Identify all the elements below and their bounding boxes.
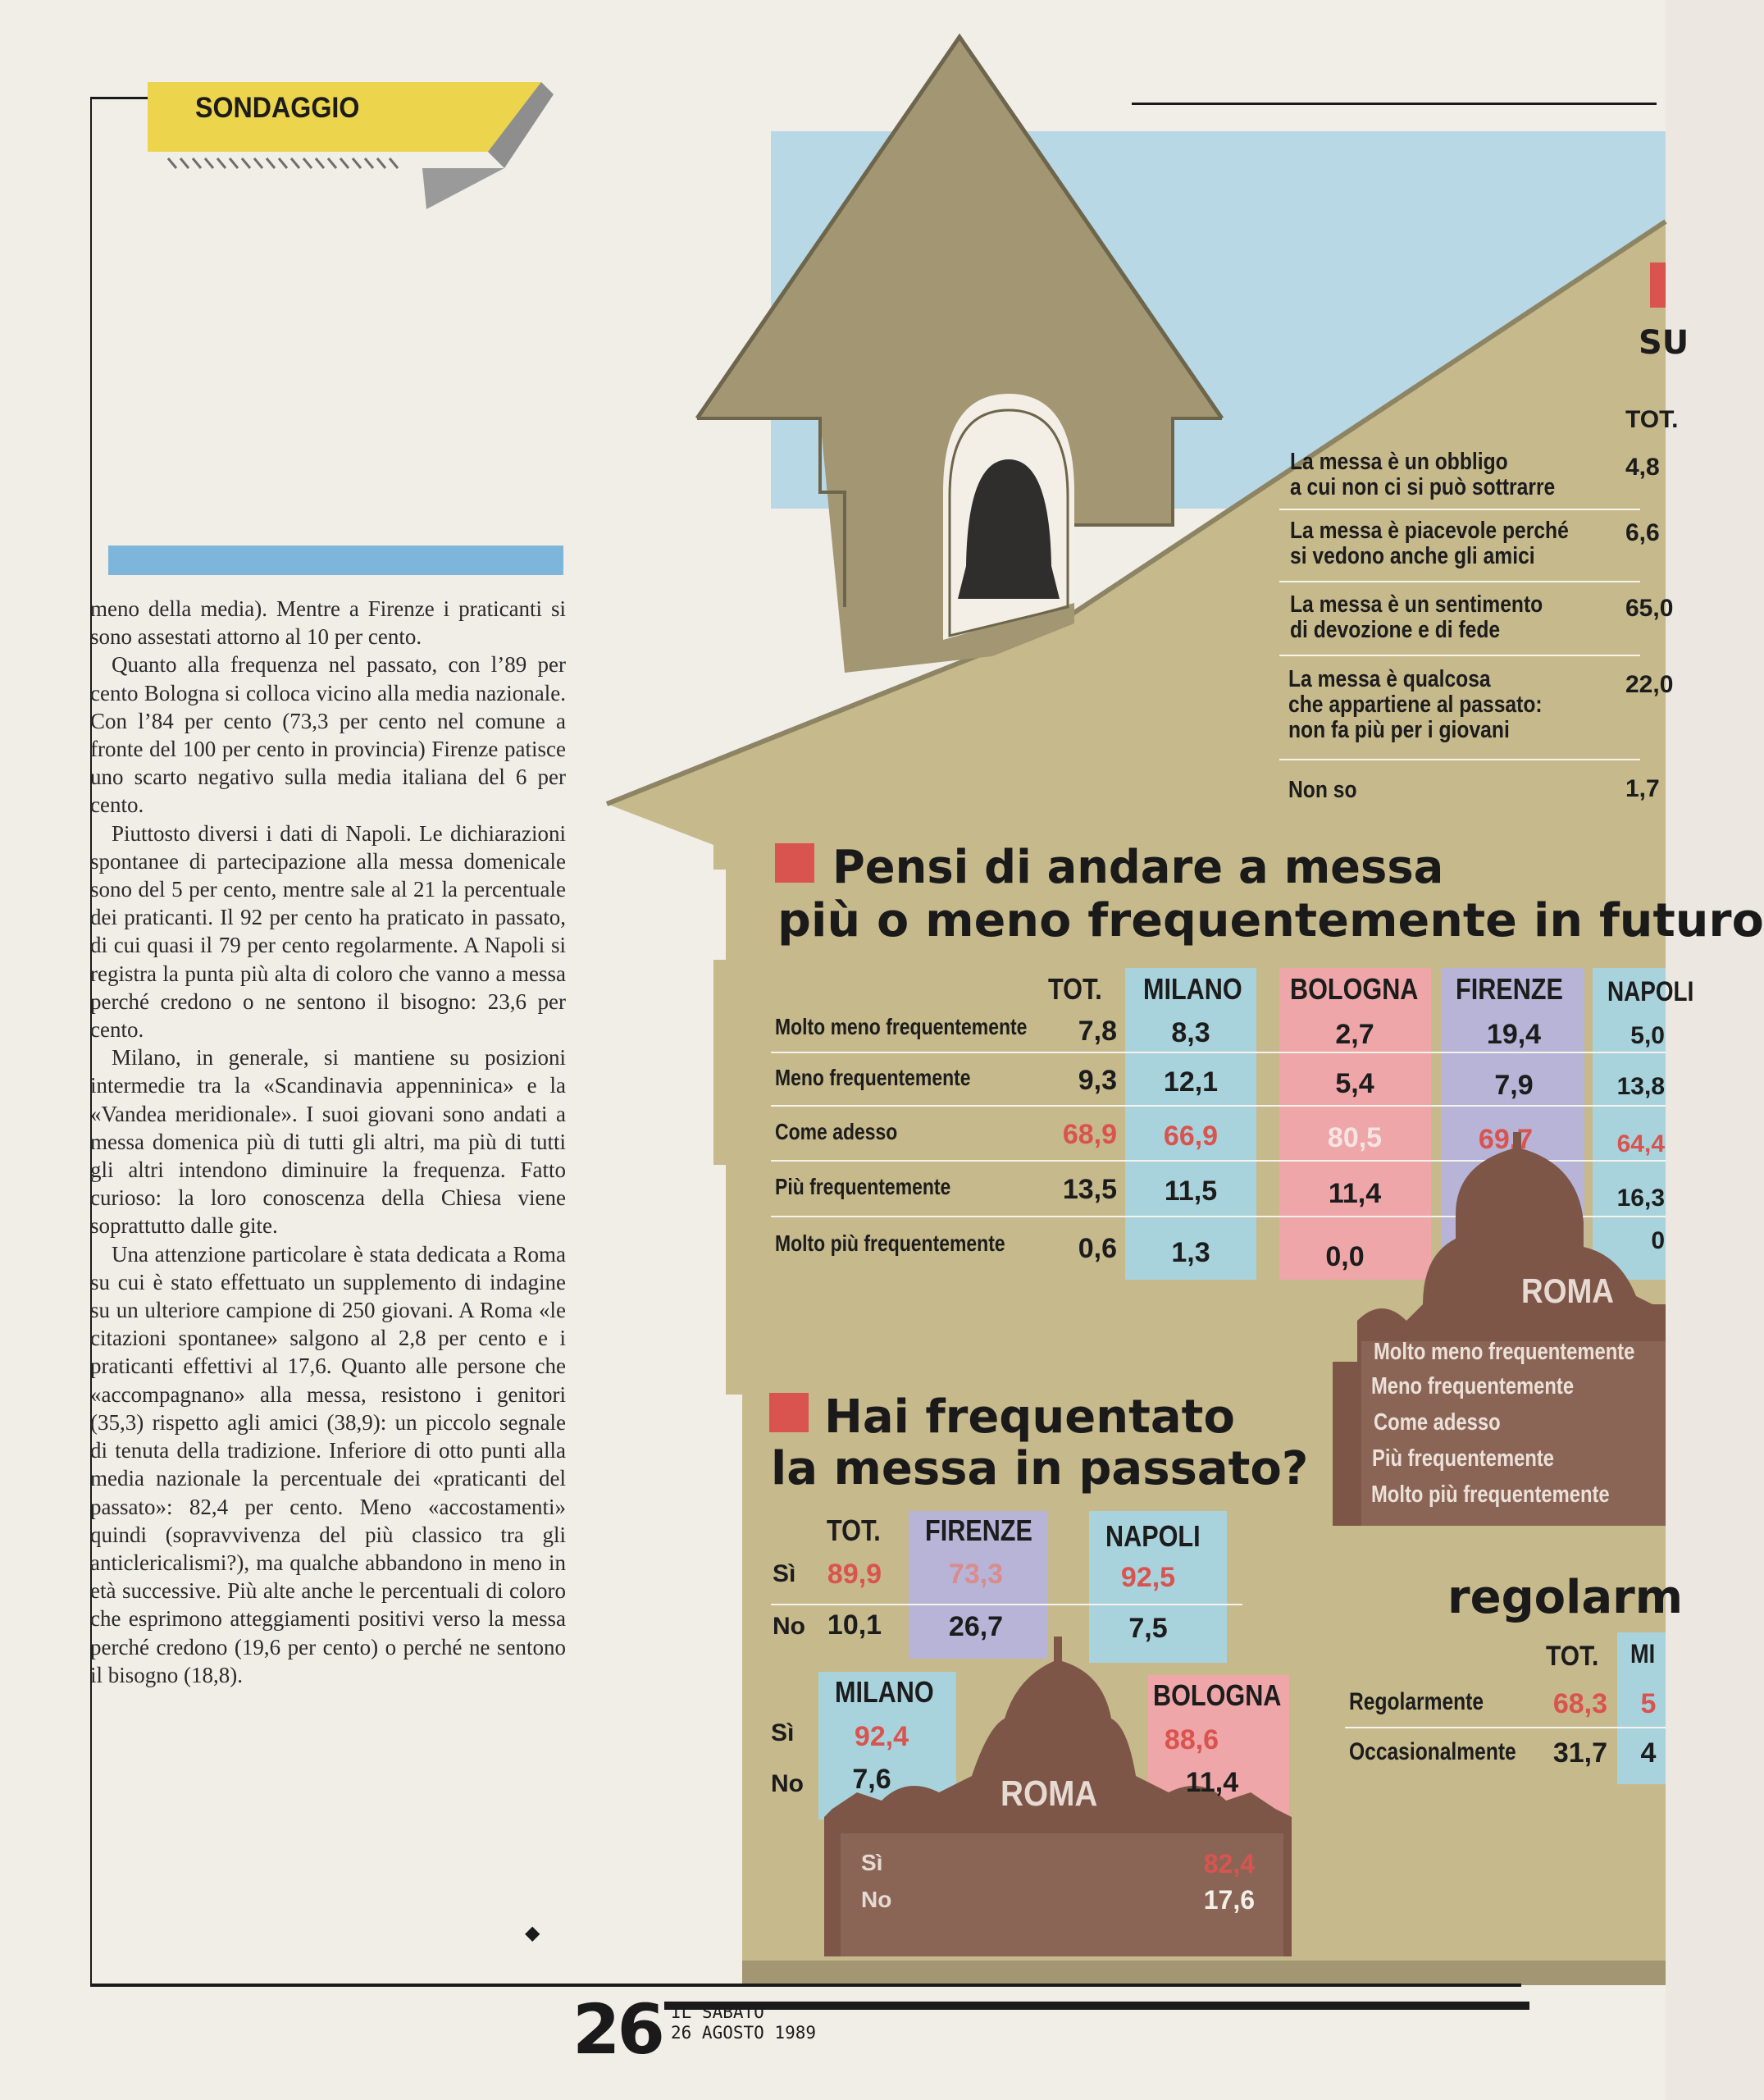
regular-partial-value: 4 (1640, 1737, 1657, 1769)
side-title-marker (1650, 262, 1666, 308)
past-napoli-value: 7,5 (1128, 1613, 1168, 1644)
past-tot-header: TOT. (827, 1513, 881, 1547)
future-col-header: MILANO (1143, 972, 1242, 1006)
future-napoli-value: 13,8 (1616, 1073, 1665, 1100)
past-napoli-header: NAPOLI (1105, 1519, 1201, 1553)
roma-future-row: Come adesso (1374, 1409, 1501, 1436)
future-bologna-value: 2,7 (1335, 1019, 1374, 1050)
future-row-divider (771, 1105, 1666, 1107)
future-firenze-value: 69,7 (1478, 1124, 1534, 1155)
regular-tot-header: TOT. (1546, 1641, 1599, 1672)
side-row-label: Non so (1288, 777, 1357, 803)
past-bologna-value: 88,6 (1164, 1724, 1219, 1755)
roma-future-row: Meno frequentemente (1371, 1373, 1575, 1399)
future-firenze-value: 19,4 (1486, 1019, 1542, 1050)
article-paragraph: Milano, in generale, si mantiene su posizioni intermedie tra la «Scandinavia appenninica» e la «Vandea meridionale». I suoi giovani sono andati a messa domenica più di tutti gli altri, ma più di tutti gli altri intendono diminuire la frequenza. Fatto curioso: la loro conoscenza della Chiesa viene soprattutto dalle gite. (90, 1045, 566, 1239)
roma-past-value: 82,4 (1203, 1849, 1255, 1879)
roma-label-future: ROMA (1521, 1271, 1614, 1310)
regular-row-divider (1345, 1727, 1666, 1728)
regular-value: 31,7 (1552, 1737, 1607, 1769)
past-tot-value: 89,9 (827, 1559, 882, 1590)
future-tot-value: 13,5 (1062, 1174, 1117, 1205)
side-divider (1279, 581, 1640, 582)
roma-future-row: Molto più frequentemente (1371, 1481, 1610, 1508)
future-tot-value: 9,3 (1078, 1065, 1117, 1096)
future-napoli-value: 5,0 (1630, 1022, 1665, 1049)
future-bologna-value: 11,4 (1328, 1178, 1382, 1209)
magazine-name: IL SABATO (671, 2002, 764, 2022)
past-si-label: Sì (773, 1560, 796, 1587)
side-row-label: La messa è un obbligo a cui non ci si può sottrarre (1290, 449, 1556, 500)
future-col-header: NAPOLI (1607, 976, 1694, 1007)
future-bologna-value: 0,0 (1325, 1241, 1365, 1272)
regular-row-label: Regolarmente (1349, 1688, 1484, 1715)
side-divider (1279, 759, 1640, 760)
article-paragraph: Una attenzione particolare è stata dedicata a Roma su cui è stato effettuato un supplemento di indagine su un ulteriore campione di 250 giovani. A Roma «le citazioni spontanee» salgono al 2,8 per cento e i praticanti effettivi al 17,6. Quanto alle persone che «accompagnano» alla messa, resistono i genitori (35,3) rispetto agli amici (38,9): un piccolo segnale di tenuta della tradizione. Inferiore di otto punti alla media nazionale la percentuale dei «praticanti del passato»: 82,4 per cento. Meno «accostamenti» quindi (sopravvivenza del più classico tra gli anticlericalismi?), ma qualche abbandono in meno in età successive. Più alte anche le percentuali di coloro che esprimono atteggiamenti positivi verso la messa perché credono (19,6 per cento) o perché ne sentono il bisogno (18,8). (90, 1241, 566, 1687)
past-napoli-value: 92,5 (1120, 1562, 1176, 1593)
future-milano-value: 66,9 (1163, 1121, 1219, 1152)
past-bologna-value: 11,4 (1185, 1767, 1239, 1798)
roma-past-no: No (861, 1887, 892, 1912)
past-row-divider (771, 1604, 1242, 1605)
future-napoli-value: 0 (1651, 1227, 1665, 1254)
future-title-marker (775, 843, 814, 883)
article-paragraph: meno della media). Mentre a Firenze i praticanti si sono assestati attorno al 10 per cento. (90, 596, 566, 650)
future-napoli-value: 16,3 (1616, 1185, 1665, 1212)
side-row-value: 6,6 (1625, 519, 1660, 546)
future-firenze-value: 7,9 (1494, 1070, 1534, 1101)
issue-date: 26 AGOSTO 1989 (671, 2023, 817, 2043)
side-row-value: 1,7 (1625, 775, 1660, 802)
page-number: 26 (572, 1989, 662, 2070)
future-tot-value: 0,6 (1078, 1233, 1117, 1264)
future-milano-value: 12,1 (1163, 1066, 1219, 1098)
side-divider (1279, 655, 1640, 656)
future-milano-value: 8,3 (1171, 1017, 1210, 1048)
future-row-label: Meno frequentemente (775, 1065, 971, 1090)
future-col-header: BOLOGNA (1290, 972, 1419, 1006)
future-col-header: TOT. (1048, 972, 1102, 1006)
future-bologna-value: 80,5 (1327, 1122, 1383, 1153)
footer-rule (90, 1984, 1521, 1987)
footer-rule-thick (664, 2002, 1529, 2010)
side-row-value: 22,0 (1625, 671, 1674, 698)
future-row-divider (771, 1052, 1666, 1053)
past-tot-value: 10,1 (827, 1609, 882, 1641)
future-milano-value: 1,3 (1171, 1237, 1210, 1268)
past-firenze-value: 73,3 (948, 1559, 1004, 1590)
section-label: SONDAGGIO (195, 92, 360, 124)
article-paragraph: Quanto alla frequenza nel passato, con l’89 per cento Bologna si colloca vicino alla media nazionale. Con l’84 per cento (73,3 per cento nel comune a fronte del 100 per cento in provincia) Firenze patisce uno scarto negativo sulla media italiana del 6 per cento. (90, 652, 566, 818)
side-row-value: 65,0 (1625, 595, 1674, 622)
end-mark: ◆ (525, 1922, 540, 1944)
future-col-header: FIRENZE (1456, 972, 1563, 1006)
future-title-line1: Pensi di andare a messa (832, 841, 1444, 894)
past-no-label: No (773, 1613, 805, 1640)
past-milano-value: 92,4 (854, 1721, 909, 1752)
past-bologna-header: BOLOGNA (1153, 1678, 1282, 1712)
roma-future-row: Molto meno frequentemente (1374, 1339, 1635, 1365)
future-tot-value: 7,8 (1078, 1016, 1117, 1047)
future-bologna-value: 5,4 (1335, 1068, 1374, 1099)
past-no-label-2: No (771, 1770, 804, 1797)
future-row-label: Molto più frequentemente (775, 1230, 1005, 1256)
past-si-label-2: Sì (771, 1719, 795, 1746)
past-firenze-value: 26,7 (948, 1611, 1004, 1642)
future-row-label: Più frequentemente (775, 1174, 951, 1199)
side-title: SU (1639, 324, 1689, 362)
article-body (90, 595, 566, 1689)
past-title-line2: la messa in passato? (771, 1442, 1309, 1495)
side-row-label: La messa è piacevole perché si vedono anche gli amici (1290, 518, 1569, 569)
future-row-label: Come adesso (775, 1119, 898, 1144)
side-tot-header: TOT. (1625, 406, 1679, 433)
roma-label-past: ROMA (1001, 1774, 1098, 1814)
side-row-value: 4,8 (1625, 454, 1660, 481)
past-milano-header: MILANO (835, 1675, 934, 1709)
side-divider (1279, 509, 1640, 510)
side-row-label: La messa è qualcosa che appartiene al passato: non fa più per i giovani (1288, 666, 1543, 743)
past-firenze-header: FIRENZE (925, 1513, 1032, 1547)
side-row-label: La messa è un sentimento di devozione e di fede (1290, 591, 1543, 643)
roma-past-si: Sì (861, 1850, 883, 1875)
past-title-marker (769, 1393, 809, 1432)
past-milano-value: 7,6 (852, 1764, 891, 1795)
future-title-line2: più o meno frequentemente in futuro (777, 894, 1764, 947)
regular-value: 68,3 (1552, 1688, 1607, 1719)
future-tot-value: 68,9 (1062, 1119, 1117, 1150)
roma-past-value: 17,6 (1203, 1885, 1255, 1915)
regular-title: regolarm (1447, 1571, 1684, 1624)
regular-row-label: Occasionalmente (1349, 1738, 1516, 1765)
article-top-bar (108, 546, 563, 575)
regular-partial-value: 5 (1640, 1688, 1657, 1719)
future-row-label: Molto meno frequentemente (775, 1014, 1028, 1039)
roma-future-row: Più frequentemente (1372, 1445, 1554, 1472)
future-milano-value: 11,5 (1164, 1176, 1218, 1207)
article-paragraph: Piuttosto diversi i dati di Napoli. Le dichiarazioni spontanee di partecipazione alla messa domenicale sono del 5 per cento, mentre sale al 21 la percentuale dei praticanti. Il 92 per cento ha praticato in passato, di cui quasi il 79 per cento regolarmente. A Napoli si registra la punta più alta di coloro che vanno a messa perché credono o ne sentono il bisogno: 23,6 per cento. (90, 820, 566, 1043)
future-napoli-value: 64,4 (1616, 1130, 1665, 1157)
past-title-line1: Hai frequentato (824, 1390, 1235, 1444)
regular-col-header: MI (1630, 1639, 1656, 1669)
